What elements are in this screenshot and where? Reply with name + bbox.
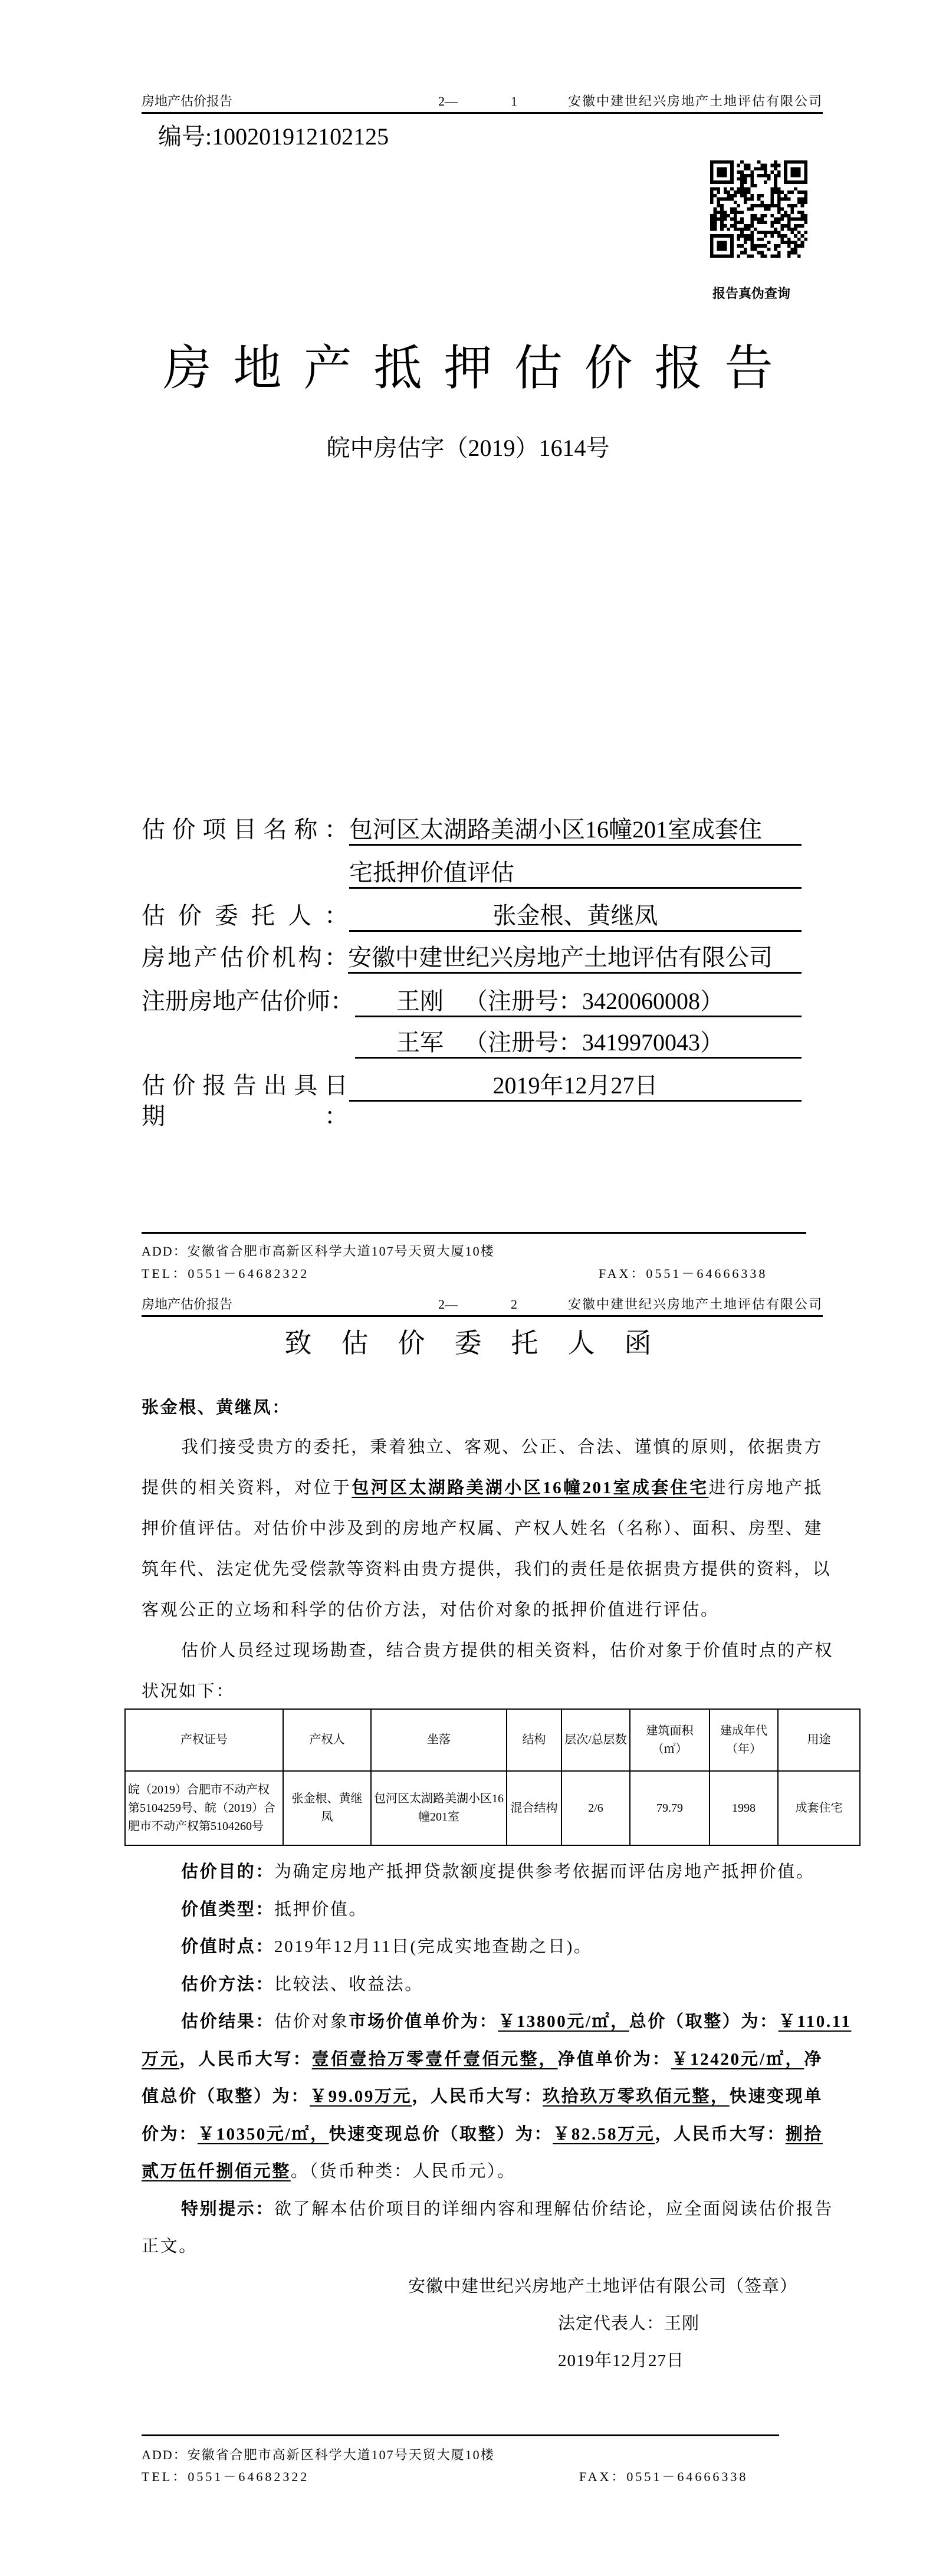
cell-location: 包河区太湖路美湖小区16幢201室 xyxy=(371,1771,507,1845)
property-address: 包河区太湖路美湖小区16幢201室成套住宅 xyxy=(352,1478,709,1497)
text-segment: 总价（取整）为： xyxy=(629,2012,779,2031)
item-purpose xyxy=(142,1854,823,1891)
market-total-unit: 万元 xyxy=(142,2049,180,2069)
cell-floor: 2/6 xyxy=(561,1771,630,1845)
item-label: 估价方法： xyxy=(181,1974,275,1994)
field-value xyxy=(355,1027,802,1059)
cell-year: 1998 xyxy=(710,1771,778,1845)
qr-caption: 报告真伪查询 xyxy=(712,286,791,301)
field-value: 包河区太湖路美湖小区16幢201室成套住 xyxy=(349,814,802,846)
quick-sale-unit-price: ￥10350元/㎡， xyxy=(197,2124,329,2144)
column-header: 产权人 xyxy=(283,1709,371,1771)
footer-fax: FAX：0551－64666338 xyxy=(579,2469,748,2484)
paragraph-line xyxy=(142,1468,823,1509)
header-divider xyxy=(142,1315,823,1317)
item-value-type xyxy=(142,1891,823,1929)
field-project-name xyxy=(142,814,802,845)
item-value: 比较法、收益法。 xyxy=(274,1974,423,1994)
property-table xyxy=(124,1708,861,1846)
notice-line xyxy=(142,2191,834,2229)
text-segment: 市场价值单价为： xyxy=(349,2012,498,2031)
field-label: 房地产估价机构： xyxy=(142,944,348,971)
field-agency xyxy=(142,942,802,973)
appraiser-name: 王刚 xyxy=(396,988,444,1014)
field-value: 安徽中建世纪兴房地产土地评估有限公司 xyxy=(348,942,802,974)
market-unit-price: ￥13800元/㎡， xyxy=(498,2012,629,2031)
result-line xyxy=(142,2078,823,2116)
footer-divider xyxy=(142,2434,779,2436)
item-label: 估价结果： xyxy=(181,2012,275,2031)
cell-certificate: 皖（2019）合肥市不动产权第5104259号、皖（2019）合肥市不动产权第5104260号 xyxy=(125,1771,283,1845)
currency-note: 。（货币种类：人民币元）。 xyxy=(290,2162,516,2181)
item-value-date xyxy=(142,1928,823,1966)
text-segment: ，人民币大写： xyxy=(412,2087,543,2106)
market-total-price: ￥110.11 xyxy=(778,2012,852,2031)
header-report-type: 房地产估价报告 xyxy=(142,1297,233,1312)
text-segment: 快速变现总价（取整）为： xyxy=(329,2124,553,2144)
table-header-row xyxy=(125,1709,860,1771)
paragraph-line: 状况如下： xyxy=(142,1682,235,1701)
signature-company: 安徽中建世纪兴房地产土地评估有限公司（签章） xyxy=(408,2277,797,2296)
item-label: 估价目的： xyxy=(181,1862,275,1881)
result-line xyxy=(142,2153,823,2191)
text-segment: 进行房地产抵 xyxy=(708,1478,823,1497)
appraiser-reg: （注册号：3419970043） xyxy=(464,1029,724,1056)
cell-structure: 混合结构 xyxy=(507,1771,561,1845)
column-header: 产权证号 xyxy=(125,1709,283,1771)
serial-number xyxy=(158,123,389,151)
field-value: 宅抵押价值评估 xyxy=(349,857,802,889)
text-segment: 价为： xyxy=(142,2124,198,2144)
header-divider xyxy=(142,112,823,114)
quick-sale-total-price: ￥82.58万元 xyxy=(553,2124,655,2144)
field-label: 估价委托人： xyxy=(142,902,348,929)
appraiser-reg: （注册号：3420060008） xyxy=(464,988,724,1014)
appraiser-name: 王军 xyxy=(396,1029,444,1056)
header-page-number: 1 xyxy=(511,94,517,109)
column-header: 结构 xyxy=(507,1709,561,1771)
quick-sale-words: 贰万伍仟捌佰元整 xyxy=(142,2162,291,2181)
quick-sale-words: 捌拾 xyxy=(785,2124,823,2144)
item-label: 价值类型： xyxy=(181,1900,275,1919)
field-appraiser-2 xyxy=(142,1027,802,1058)
notice-line: 正文。 xyxy=(142,2237,198,2256)
column-header: 坐落 xyxy=(371,1709,507,1771)
paragraph-line: 我们接受贵方的委托，秉着独立、客观、公正、合法、谨慎的原则，依据贵方 xyxy=(181,1438,823,1457)
letter-intro xyxy=(142,1427,834,1712)
market-total-words: 壹佰壹拾万零壹仟壹佰元整， xyxy=(311,2049,558,2069)
table-row xyxy=(125,1771,860,1845)
text-segment: 值总价（取整）为： xyxy=(142,2087,310,2106)
serial-label: 编号: xyxy=(158,123,212,150)
header-report-type: 房地产估价报告 xyxy=(142,94,233,109)
salutation: 张金根、黄继凤： xyxy=(142,1398,291,1417)
legal-representative: 法定代表人：王刚 xyxy=(558,2314,700,2333)
header-company: 安徽中建世纪兴房地产土地评估有限公司 xyxy=(567,94,823,109)
document-number: 皖中房估字（2019）1614号 xyxy=(326,435,610,461)
paragraph-line: 客观公正的立场和科学的估价方法，对估价对象的抵押价值进行评估。 xyxy=(142,1601,720,1619)
paragraph-line: 筑年代、法定优先受偿款等资料由贵方提供，我们的责任是依据贵方提供的资料，以 xyxy=(142,1560,832,1579)
paragraph-line: 押价值评估。对估价中涉及到的房地产权属、产权人姓名（名称）、面积、房型、建 xyxy=(142,1519,823,1538)
footer-fax: FAX：0551－64666338 xyxy=(599,1266,768,1281)
field-value: 张金根、黄继凤 xyxy=(349,901,802,932)
column-header: 建成年代（年） xyxy=(710,1709,778,1771)
text-segment: ，人民币大写： xyxy=(655,2124,786,2144)
column-header: 用途 xyxy=(778,1709,860,1771)
cell-area: 79.79 xyxy=(630,1771,710,1845)
footer-tel: TEL：0551－64682322 xyxy=(142,2469,310,2484)
footer-divider xyxy=(142,1232,806,1234)
field-label: 估价项目名称： xyxy=(142,816,348,843)
letter-title: 致估价委托人函 xyxy=(284,1328,681,1358)
footer-address: ADD：安徽省合肥市高新区科学大道107号天贸大厦10楼 xyxy=(142,1244,495,1259)
item-label: 特别提示： xyxy=(181,2199,275,2219)
field-appraiser-1 xyxy=(142,986,802,1017)
field-project-name-cont xyxy=(142,857,802,888)
field-value xyxy=(355,986,802,1017)
footer-tel: TEL：0551－64682322 xyxy=(142,1266,310,1281)
text-segment: 快速变现单 xyxy=(729,2087,823,2106)
text-segment: 欲了解本估价项目的详细内容和理解估价结论，应全面阅读估价报告 xyxy=(274,2199,834,2219)
footer-address: ADD：安徽省合肥市高新区科学大道107号天贸大厦10楼 xyxy=(142,2447,495,2462)
valuation-summary xyxy=(142,1854,852,2266)
signature-date: 2019年12月27日 xyxy=(558,2351,685,2370)
result-line xyxy=(142,2041,823,2079)
text-segment: ，人民币大写： xyxy=(179,2049,312,2069)
column-header: 层次/总层数 xyxy=(561,1709,630,1771)
text-segment: 估价对象 xyxy=(274,2012,349,2031)
item-value: 抵押价值。 xyxy=(274,1900,368,1919)
header-page-prefix: 2— xyxy=(438,94,458,109)
header-page-prefix: 2— xyxy=(438,1297,458,1312)
item-value: 2019年12月11日(完成实地查勘之日)。 xyxy=(274,1937,593,1956)
qr-code[interactable] xyxy=(710,160,807,258)
field-label: 估价报告出具日期： xyxy=(142,1072,348,1129)
paragraph-line: 估价人员经过现场勘查，结合贵方提供的相关资料，估价对象于价值时点的产权 xyxy=(181,1641,834,1660)
field-report-date xyxy=(142,1070,802,1129)
page-title: 房地产抵押估价报告 xyxy=(163,341,795,395)
header-page-number: 2 xyxy=(511,1297,517,1312)
net-total-price: ￥99.09万元 xyxy=(310,2087,412,2106)
item-label: 价值时点： xyxy=(181,1937,275,1956)
item-value: 为确定房地产抵押贷款额度提供参考依据而评估房地产抵押价值。 xyxy=(274,1862,815,1881)
field-client xyxy=(142,901,802,931)
serial-value: 100201912102125 xyxy=(212,123,389,150)
net-unit-price: ￥12420元/㎡， xyxy=(671,2049,804,2069)
column-header: 建筑面积（㎡） xyxy=(630,1709,710,1771)
header-company: 安徽中建世纪兴房地产土地评估有限公司 xyxy=(567,1297,823,1312)
text-segment: 净值单价为： xyxy=(557,2049,672,2069)
net-total-words: 玖拾玖万零玖佰元整， xyxy=(543,2087,730,2106)
cell-owner: 张金根、黄继凤 xyxy=(283,1771,371,1845)
cell-usage: 成套住宅 xyxy=(778,1771,860,1845)
result-line xyxy=(142,2003,852,2041)
text-segment: 提供的相关资料，对位于 xyxy=(142,1478,352,1497)
item-method xyxy=(142,1966,823,2004)
field-label: 注册房地产估价师： xyxy=(142,988,354,1014)
result-line xyxy=(142,2116,823,2154)
field-value: 2019年12月27日 xyxy=(349,1070,802,1102)
qr-code-icon xyxy=(710,160,807,258)
text-segment: 净 xyxy=(804,2049,823,2069)
